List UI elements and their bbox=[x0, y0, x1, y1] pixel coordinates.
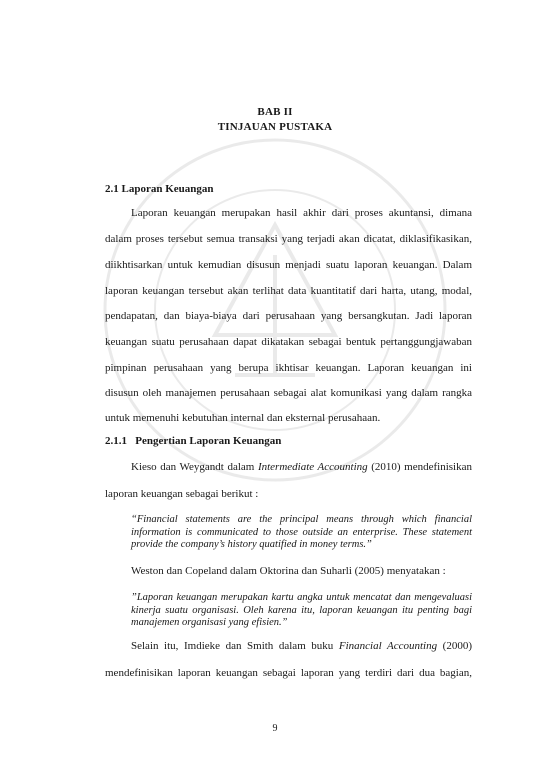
paragraph-line: Weston dan Copeland dalam Oktorina dan Suharli (2005) menyatakan : bbox=[131, 565, 446, 577]
paragraph-line: keuangan suatu perusahaan dapat dikatakan sebagai bentuk pertanggungjawaban bbox=[105, 336, 472, 348]
kieso-text: Kieso dan Weygandt dalam bbox=[131, 461, 258, 473]
paragraph-line: dalam proses tersebut semua transaksi yang terjadi akan dicatat, diklasifikasikan, bbox=[105, 233, 472, 245]
book-title: Financial Accounting bbox=[338, 640, 438, 652]
paragraph-line: diikhtisarkan untuk kemudian disusun menjadi suatu laporan keuangan. Dalam bbox=[105, 259, 472, 271]
paragraph-line: untuk memenuhi kebutuhan internal dan eksternal perusahaan. bbox=[105, 412, 381, 424]
block-quote: ”Laporan keuangan merupakan kartu angka untuk mencatat dan mengevaluasi kinerja suatu organisasi. Oleh karena itu, laporan keuangan itu penting bagi manajemen organisasi yang efisien.” bbox=[131, 592, 472, 628]
section-heading-2-1: 2.1 Laporan Keuangan bbox=[105, 183, 214, 195]
chapter-number: BAB II bbox=[257, 106, 293, 118]
paragraph-line: laporan keuangan tersebut akan terlihat data kuantitatif dari harta, utang, modal, bbox=[105, 285, 472, 297]
imdieke-line bbox=[131, 640, 472, 652]
imdieke-text: (2000) bbox=[437, 640, 472, 652]
book-title: Intermediate Accounting bbox=[257, 461, 368, 473]
block-quote: “Financial statements are the principal means through which financial information is communicated to those outside an enterprise. These statement provide the company’s history quatified in money terms.” bbox=[131, 514, 472, 550]
paragraph-line: Laporan keuangan merupakan hasil akhir dari proses akuntansi, dimana bbox=[131, 207, 472, 219]
chapter-title: TINJAUAN PUSTAKA bbox=[217, 121, 333, 133]
kieso-text: (2010) mendefinisikan bbox=[367, 461, 472, 473]
paragraph-line: laporan keuangan sebagai berikut : bbox=[105, 488, 259, 500]
section-heading-2-1-1: 2.1.1 Pengertian Laporan Keuangan bbox=[105, 435, 282, 447]
paragraph-line: pendapatan, dan biaya-biaya dari perusahaan yang bersangkutan. Jadi laporan bbox=[105, 310, 472, 322]
paragraph-line: disusun oleh manajemen perusahaan sebagai alat komunikasi yang dalam rangka bbox=[105, 387, 472, 399]
paragraph-line: pimpinan perusahaan yang berupa ikhtisar keuangan. Laporan keuangan ini bbox=[105, 362, 472, 374]
paragraph-line: mendefinisikan laporan keuangan sebagai laporan yang terdiri dari dua bagian, bbox=[105, 667, 472, 679]
kieso-line bbox=[131, 461, 472, 473]
imdieke-text: Selain itu, Imdieke dan Smith dalam buku bbox=[131, 640, 339, 652]
page-number: 9 bbox=[272, 723, 278, 734]
